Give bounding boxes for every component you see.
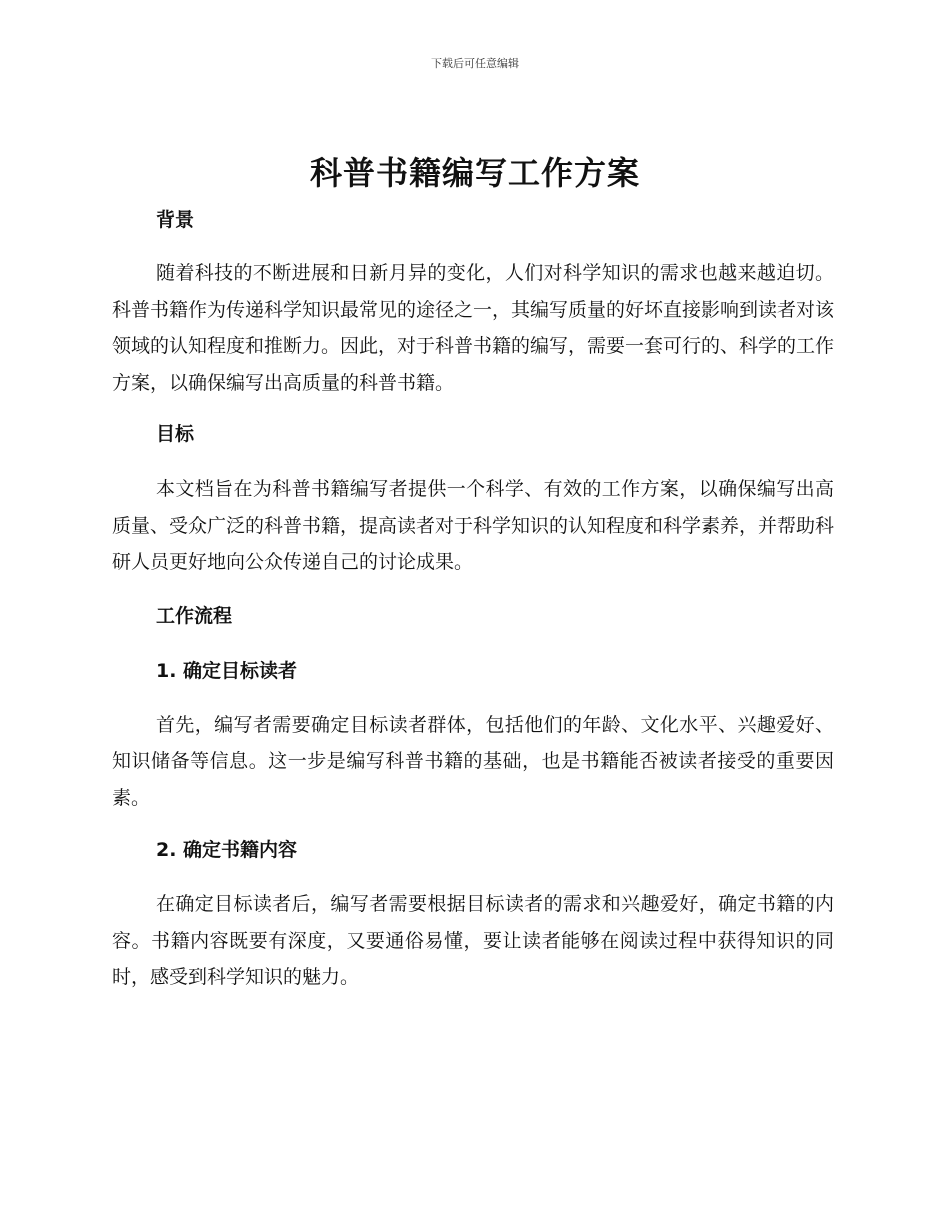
- paragraph-goal: 本文档旨在为科普书籍编写者提供一个科学、有效的工作方案，以确保编写出高质量、受众广泛的科普书籍，提高读者对于科学知识的认知程度和科学素养，并帮助科研人员更好地向公众传递自己的讨论成果。: [112, 478, 835, 573]
- subsection-heading-step2: 2. 确定书籍内容: [156, 839, 298, 861]
- document-title: 科普书籍编写工作方案: [309, 154, 640, 192]
- section-heading-background: 背景: [156, 209, 195, 231]
- paragraph-step2: 在确定目标读者后，编写者需要根据目标读者的需求和兴趣爱好，确定书籍的内容。书籍内容既要有深度，又要通俗易懂，要让读者能够在阅读过程中获得知识的同时，感受到科学知识的魅力。: [112, 893, 834, 988]
- subsection-heading-step1: 1. 确定目标读者: [156, 659, 298, 682]
- paragraph-background: 随着科技的不断进展和日新月异的变化，人们对科学知识的需求也越来越迫切。科普书籍作为传递科学知识最常见的途径之一，其编写质量的好坏直接影响到读者对该领域的认知程度和推断力。因此，对于科普书籍的编写，需要一套可行的、科学的工作方案，以确保编写出高质量的科普书籍。: [112, 262, 835, 394]
- section-heading-goal: 目标: [156, 423, 195, 445]
- section-heading-workflow: 工作流程: [156, 604, 233, 627]
- paragraph-step1: 首先，编写者需要确定目标读者群体，包括他们的年龄、文化水平、兴趣爱好、知识储备等信息。这一步是编写科普书籍的基础，也是书籍能否被读者接受的重要因素。: [112, 713, 834, 809]
- document-body: [112, 200, 834, 996]
- header-note: 下载后可任意编辑: [431, 57, 519, 70]
